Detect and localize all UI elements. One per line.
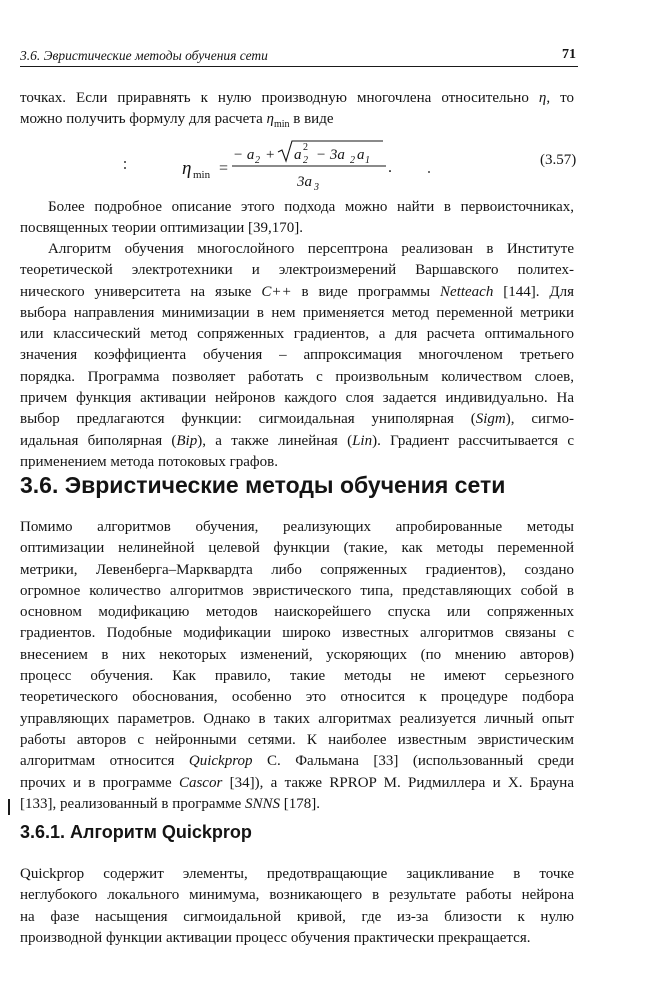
text-line: теоретической электротехники и электроизмерений Варшавского политех- xyxy=(20,262,574,279)
text-line: Quickprop содержит элементы, предотвращающие зацикливание в точке xyxy=(20,866,574,882)
text-line: Более подробное описание этого подхода можно найти в первоисточниках, xyxy=(48,199,574,215)
numerator-plus: + xyxy=(266,147,275,163)
paragraph-heuristics xyxy=(20,517,574,815)
paragraph-sources xyxy=(20,197,574,240)
text-line: алгоритмам относится Quickprop С. Фальмана [33] (использованный среди xyxy=(20,753,574,770)
numerator-a2-sub: 2 xyxy=(255,155,260,166)
radicand-a1: a xyxy=(357,147,365,163)
formula-lhs-sub: min xyxy=(193,169,211,181)
text-line: огромное количество алгоритмов эвристического типа, представляющих собой в xyxy=(20,582,574,599)
section-heading: 3.6. Эвристические методы обучения сети xyxy=(20,472,506,498)
text-line: точках. Если приравнять к нулю производную многочлена относительно η, то xyxy=(20,90,575,106)
text-line: управляющих параметров. Однако в таких алгоритмах реализуется личный опыт xyxy=(20,710,574,727)
text-line: градиентов. Подобные модификации широко известных алгоритмов связаны с xyxy=(20,625,574,642)
denominator-sub: 3 xyxy=(314,182,319,193)
text-line: основном модификацию методов наискорейшего спуска или сопряженных xyxy=(20,604,574,621)
paragraph-quickprop xyxy=(20,864,574,949)
text-line: Алгоритм обучения многослойного персептрона реализован в Институте xyxy=(48,241,574,257)
text-line: прочих и в программе Cascor [34]), а также RPROP М. Ридмиллера и Х. Брауна xyxy=(20,774,574,791)
paragraph-netteach xyxy=(20,239,574,473)
equation-number: (3.57) xyxy=(540,152,577,168)
text-line: теоретического обоснования, особенно это относится к процедуре подбора xyxy=(20,689,574,706)
scan-speck xyxy=(428,171,430,173)
formula-3-57 xyxy=(170,139,580,195)
margin-bar xyxy=(8,799,10,815)
scan-speck xyxy=(124,161,126,163)
text-line: выбор предлагаются функции: сигмоидальная униполярная (Sigm), сигмо- xyxy=(20,411,575,428)
formula-lhs-eta: η xyxy=(182,158,192,179)
text-line: значения коэффициента обучения – аппроксимация многочленом третьего xyxy=(20,347,574,364)
text-line: производной функции активации процесс обучения практически прекращается. xyxy=(20,929,531,946)
numerator-a2: − a xyxy=(233,147,255,163)
text-line: Помимо алгоритмов обучения, реализующих апробированные методы xyxy=(20,519,574,535)
formula-equals: = xyxy=(219,160,229,177)
text-line: причем функция активации нейронов каждого слоя задается индивидуально. На xyxy=(20,390,574,407)
text-line: [133], реализованный в программе SNNS [178]. xyxy=(20,795,321,812)
text-line: можно получить формулу для расчета $\eta_{min}$ в виде xyxy=(20,111,334,131)
subsection-heading: 3.6.1. Алгоритм Quickprop xyxy=(20,822,252,842)
intro-paragraph xyxy=(20,88,574,136)
radicand-3a-sub: 2 xyxy=(350,155,355,166)
text-line: выбора направления минимизации в нем применяется метод переменной метрики xyxy=(20,304,574,321)
text-line: неглубокого локального минимума, возникающего в результате работы нейрона xyxy=(20,887,574,904)
page-number: 71 xyxy=(562,47,576,62)
radicand-a-sup: 2 xyxy=(303,142,308,153)
text-line: работы авторов с нейронными сетями. К наиболее известным эвристическим xyxy=(20,731,574,748)
running-head xyxy=(20,46,578,67)
text-line: на фазе насыщения сигмоидальной кривой, где из-за близости к нулю xyxy=(20,908,574,925)
text-line: порядка. Программа позволяет работать с произвольным количеством слоев, xyxy=(20,368,574,385)
text-line: нического университета на языке С++ в виде программы Netteach [144]. Для xyxy=(20,283,574,300)
text-line: идальная биполярная (Bip), а также линейная (Lin). Градиент рассчитывается с xyxy=(20,432,575,449)
text-line: внесением в них некоторых изменений, ускоряющих (по мнению авторов) xyxy=(20,646,574,663)
denominator-3a: 3a xyxy=(297,174,312,190)
radicand-a: a xyxy=(294,147,302,163)
running-head-title: 3.6. Эвристические методы обучения сети xyxy=(20,48,268,63)
formula-period: . xyxy=(388,159,392,176)
text-line: или классический метод сопряженных градиентов, а для расчета оптимального xyxy=(20,326,574,343)
scan-speck xyxy=(124,167,126,169)
text-line: процесс обучения. Как правило, такие методы не имеют серьезного xyxy=(20,668,574,685)
text-line: применением метода потоковых графов. xyxy=(20,453,278,470)
radicand-a1-sub: 1 xyxy=(365,155,370,166)
radicand-a-sub: 2 xyxy=(303,155,308,166)
text-line: метрики, Левенберга–Марквардта либо сопряженных градиентов), создано xyxy=(20,561,574,578)
text-line: посвященных теории оптимизации [39,170]. xyxy=(20,220,303,237)
text-line: оптимизации нелинейной целевой функции (такие, как методы переменной xyxy=(20,540,574,557)
radicand-3a: − 3a xyxy=(316,147,345,163)
